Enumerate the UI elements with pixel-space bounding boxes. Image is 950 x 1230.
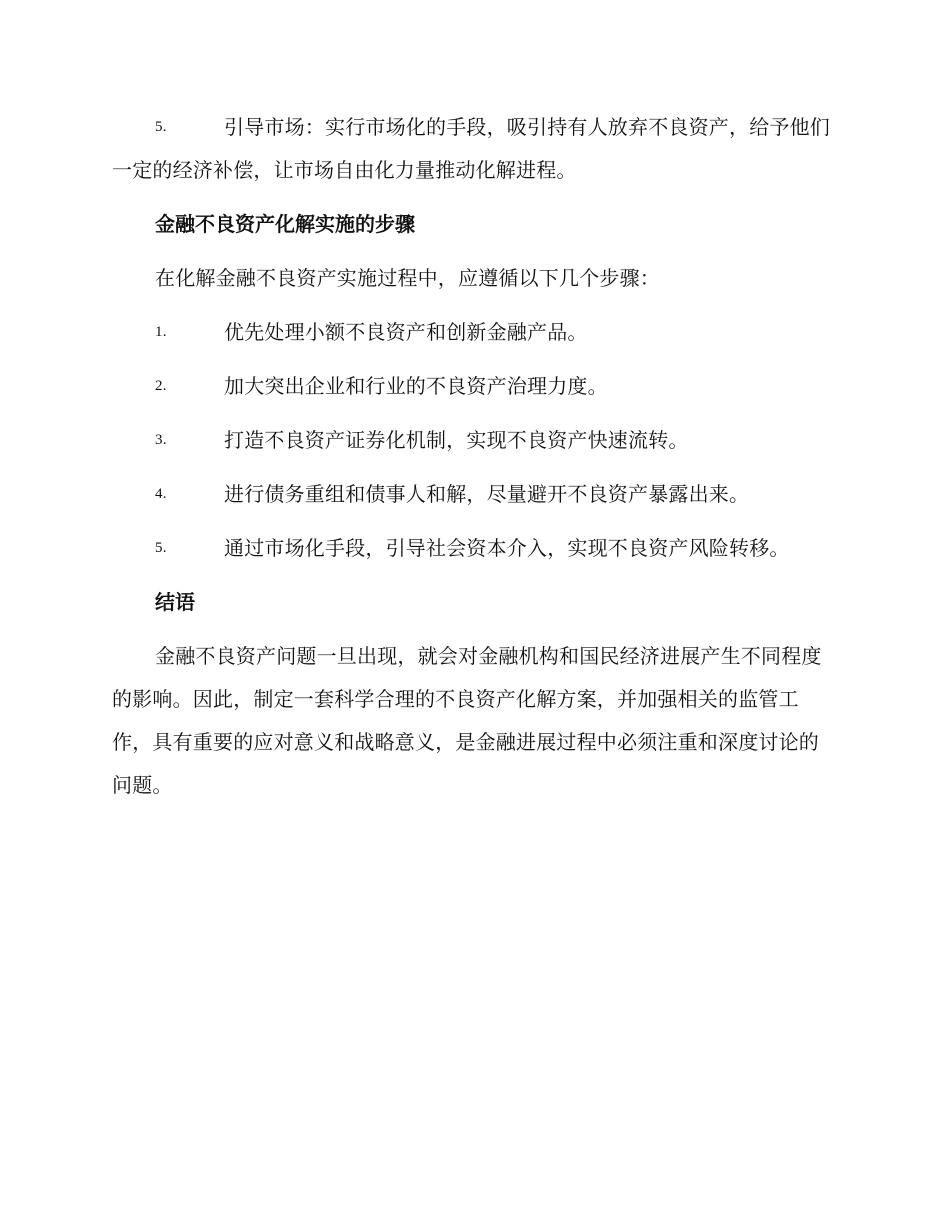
list-item (112, 311, 830, 354)
section-heading-conclusion: 结语 (155, 590, 195, 614)
list-item-number: 2. (155, 378, 167, 394)
section-heading-steps: 金融不良资产化解实施的步骤 (155, 212, 415, 236)
list-item-number: 5. (155, 119, 167, 135)
list-item-number: 5. (155, 540, 167, 556)
list-item (112, 473, 830, 516)
list-item-number: 3. (155, 432, 167, 448)
list-item (112, 365, 830, 408)
list-item (112, 527, 830, 570)
list-item-text: 优先处理小额不良资产和创新金融产品。 (224, 320, 588, 344)
steps-intro-paragraph: 在化解金融不良资产实施过程中，应遵循以下几个步骤： (155, 266, 660, 290)
list-item-text: 加大突出企业和行业的不良资产治理力度。 (224, 374, 608, 398)
list-item-number: 4. (155, 486, 167, 502)
list-item-number: 1. (155, 324, 167, 340)
list-item-text: 引导市场：实行市场化的手段，吸引持有人放弃不良资产，给予他们一定的经济补偿，让市场自由化力量推动化解进程。 (112, 115, 830, 182)
document-page (112, 106, 830, 818)
list-item-text: 打造不良资产证券化机制，实现不良资产快速流转。 (224, 428, 689, 452)
conclusion-paragraph: 金融不良资产问题一旦出现，就会对金融机构和国民经济进展产生不同程度的影响。因此，制定一套科学合理的不良资产化解方案，并加强相关的监管工作，具有重要的应对意义和战略意义，是金融进展过程中必须注重和深度讨论的问题。 (112, 644, 822, 797)
list-item-text: 通过市场化手段，引导社会资本介入，实现不良资产风险转移。 (224, 536, 790, 560)
list-item (112, 106, 830, 192)
list-item-text: 进行债务重组和债事人和解，尽量避开不良资产暴露出来。 (224, 482, 750, 506)
list-item (112, 419, 830, 462)
